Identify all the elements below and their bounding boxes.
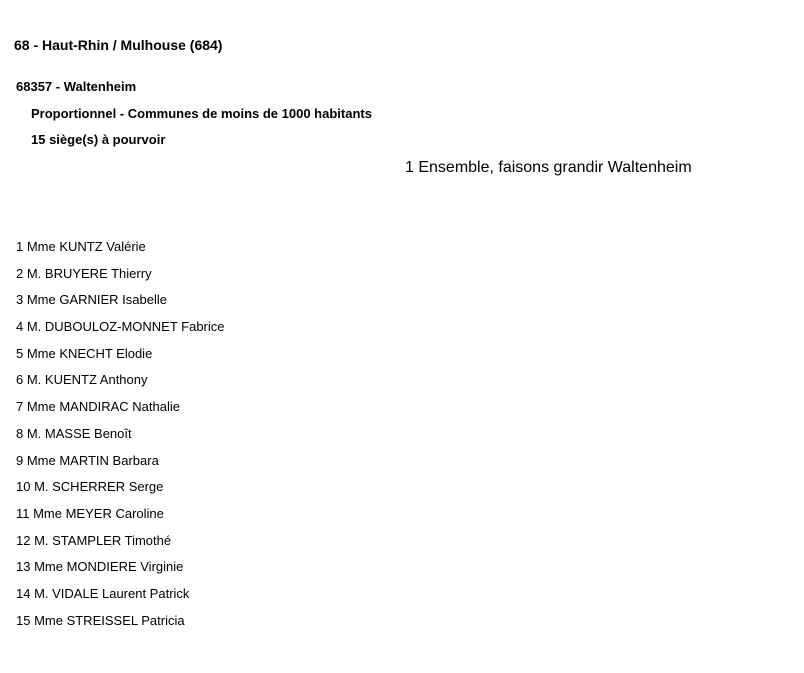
candidate-item: 15 Mme STREISSEL Patricia — [16, 612, 185, 628]
candidate-item: 11 Mme MEYER Caroline — [16, 505, 164, 521]
candidate-item: 14 M. VIDALE Laurent Patrick — [16, 585, 190, 601]
candidate-item: 6 M. KUENTZ Anthony — [16, 372, 148, 388]
list-title: 1 Ensemble, faisons grandir Waltenheim — [405, 159, 692, 176]
candidate-item: 3 Mme GARNIER Isabelle — [16, 292, 167, 308]
candidate-item: 10 M. SCHERRER Serge — [16, 479, 164, 495]
candidate-item: 13 Mme MONDIERE Virginie — [16, 559, 184, 575]
election-mode: Proportionnel - Communes de moins de 1000 habitants — [31, 106, 372, 121]
candidate-item: 1 Mme KUNTZ Valérie — [16, 239, 146, 254]
seats-count: 15 siège(s) à pourvoir — [31, 132, 166, 147]
candidate-item: 7 Mme MANDIRAC Nathalie — [16, 399, 180, 415]
candidate-item: 12 M. STAMPLER Timothé — [16, 532, 172, 548]
candidate-item: 9 Mme MARTIN Barbara — [16, 452, 159, 468]
department-title: 68 - Haut-Rhin / Mulhouse (684) — [14, 37, 223, 53]
commune-title: 68357 - Waltenheim — [16, 79, 137, 94]
candidate-item: 4 M. DUBOULOZ-MONNET Fabrice — [16, 319, 225, 335]
candidate-item: 5 Mme KNECHT Elodie — [16, 345, 153, 361]
candidate-item: 2 M. BRUYERE Thierry — [16, 265, 152, 281]
candidate-item: 8 M. MASSE Benoît — [16, 425, 132, 441]
candidate-list — [16, 238, 225, 638]
